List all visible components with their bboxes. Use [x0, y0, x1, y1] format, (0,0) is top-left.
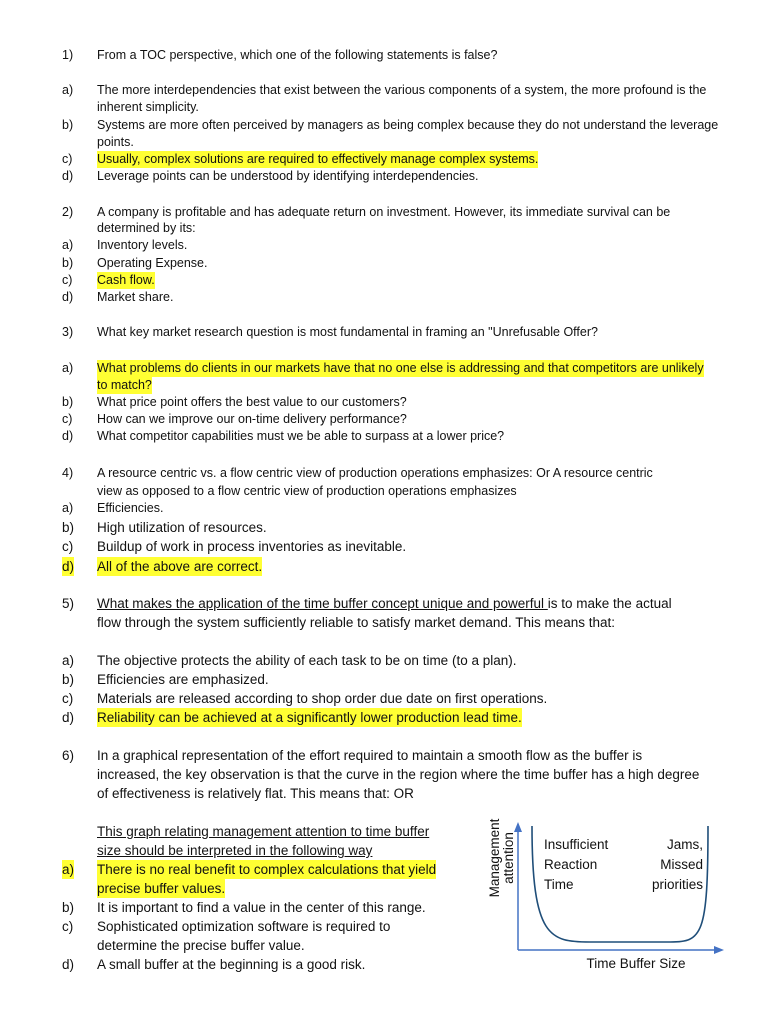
highlighted-answer: Cash flow.	[97, 273, 155, 287]
highlighted-answer: What problems do clients in our markets have that no one else is addressing and that competitors are unlikely	[97, 361, 704, 375]
buffer-graph	[480, 818, 730, 978]
option-label: d)	[62, 429, 74, 443]
option-text: Inventory levels.	[97, 238, 188, 252]
option-label: c)	[62, 273, 73, 287]
option-text: The objective protects the ability of each task to be on time (to a plan).	[97, 653, 517, 668]
option-text: Sophisticated optimization software is required to	[97, 919, 391, 934]
alternate-stem: size should be interpreted in the following way	[97, 843, 373, 858]
option-label: c)	[62, 691, 74, 706]
highlighted-answer: to match?	[97, 378, 152, 392]
left-note-line2: Reaction	[544, 857, 598, 872]
option-label: d)	[62, 710, 75, 725]
option-label: a)	[62, 238, 74, 252]
option-label: c)	[62, 919, 74, 934]
right-note-line2: Missed	[660, 857, 703, 872]
option-label: a)	[62, 501, 74, 515]
x-axis-label: Time Buffer Size	[586, 956, 686, 971]
option-text: High utilization of resources.	[97, 520, 267, 535]
right-note-line1: Jams,	[666, 837, 703, 852]
option-label: d)	[62, 290, 74, 304]
option-text: Efficiencies.	[97, 501, 164, 515]
left-note-line1: Insufficient	[544, 837, 609, 852]
x-axis-arrowhead	[714, 946, 724, 954]
left-note-line3: Time	[544, 877, 574, 892]
option-text: A small buffer at the beginning is a good risk.	[97, 957, 366, 972]
question-number: 4)	[62, 466, 74, 480]
stem-continuation: is to make the actual	[547, 596, 672, 611]
option-label: b)	[62, 900, 75, 915]
question-stem: In a graphical representation of the effort required to maintain a smooth flow as the buffer is	[97, 748, 643, 763]
highlighted-answer: precise buffer values.	[97, 881, 226, 896]
option-text: Efficiencies are emphasized.	[97, 672, 269, 687]
question-number: 2)	[62, 205, 74, 219]
question-stem: What key market research question is most fundamental in framing an "Unrefusable Offer?	[97, 325, 598, 339]
option-label: b)	[62, 118, 74, 132]
option-text: inherent simplicity.	[97, 100, 199, 114]
question-stem: determined by its:	[97, 221, 196, 235]
highlighted-answer: Reliability can be achieved at a significantly lower production lead time.	[97, 710, 522, 725]
option-label: c)	[62, 412, 73, 426]
question-number: 5)	[62, 596, 75, 611]
question-number: 1)	[62, 48, 74, 62]
option-label: d)	[62, 957, 75, 972]
option-text: What competitor capabilities must we be able to surpass at a lower price?	[97, 429, 505, 443]
question-stem: A resource centric vs. a flow centric view of production operations emphasizes: Or A resource centric	[97, 466, 653, 480]
option-text: points.	[97, 135, 134, 149]
option-text: Leverage points can be understood by identifying interdependencies.	[97, 169, 479, 183]
highlighted-label: d)	[62, 559, 75, 574]
option-text: determine the precise buffer value.	[97, 938, 305, 953]
option-label: b)	[62, 395, 74, 409]
option-label: b)	[62, 520, 75, 535]
option-label: a)	[62, 653, 75, 668]
option-label: c)	[62, 152, 73, 166]
question-number: 3)	[62, 325, 74, 339]
option-label: a)	[62, 361, 74, 375]
question-stem: From a TOC perspective, which one of the following statements is false?	[97, 48, 498, 62]
option-label: d)	[62, 169, 74, 183]
option-text: Operating Expense.	[97, 256, 208, 270]
option-text: The more interdependencies that exist between the various components of a system, the more profound is the	[97, 83, 707, 97]
highlighted-answer: Usually, complex solutions are required to effectively manage complex systems.	[97, 152, 539, 166]
option-label: c)	[62, 539, 74, 554]
question-stem: of effectiveness is relatively flat. This means that: OR	[97, 786, 414, 801]
question-number: 6)	[62, 748, 75, 763]
y-axis-arrowhead	[514, 822, 522, 832]
option-label: b)	[62, 256, 74, 270]
option-text: Buildup of work in process inventories as inevitable.	[97, 539, 407, 554]
question-stem	[97, 594, 672, 613]
underlined-phrase: What makes the application of the time buffer concept unique and powerful	[97, 596, 548, 611]
question-stem: increased, the key observation is that the curve in the region where the time buffer has a high degree	[97, 767, 700, 782]
question-stem: flow through the system sufficiently reliable to satisfy market demand. This means that:	[97, 615, 615, 630]
highlighted-answer: All of the above are correct.	[97, 559, 263, 574]
option-text: Market share.	[97, 290, 174, 304]
option-text: Systems are more often perceived by managers as being complex because they do not understand the leverage	[97, 118, 719, 132]
highlighted-label: a)	[62, 862, 75, 877]
highlighted-answer: There is no real benefit to complex calculations that yield	[97, 862, 437, 877]
y-axis-label-line2: attention	[501, 832, 516, 884]
option-text: It is important to find a value in the center of this range.	[97, 900, 426, 915]
alternate-stem: This graph relating management attention to time buffer	[97, 824, 430, 839]
question-stem: view as opposed to a flow centric view of production operations emphasizes	[97, 484, 517, 498]
question-stem: A company is profitable and has adequate return on investment. However, its immediate survival can be	[97, 205, 671, 219]
option-label: a)	[62, 83, 74, 97]
right-note-line3: priorities	[651, 877, 703, 892]
option-text: What price point offers the best value to our customers?	[97, 395, 407, 409]
option-text: How can we improve our on-time delivery performance?	[97, 412, 407, 426]
y-axis-label-line1: Management	[487, 818, 502, 898]
option-label: b)	[62, 672, 75, 687]
option-text: Materials are released according to shop order due date on first operations.	[97, 691, 548, 706]
